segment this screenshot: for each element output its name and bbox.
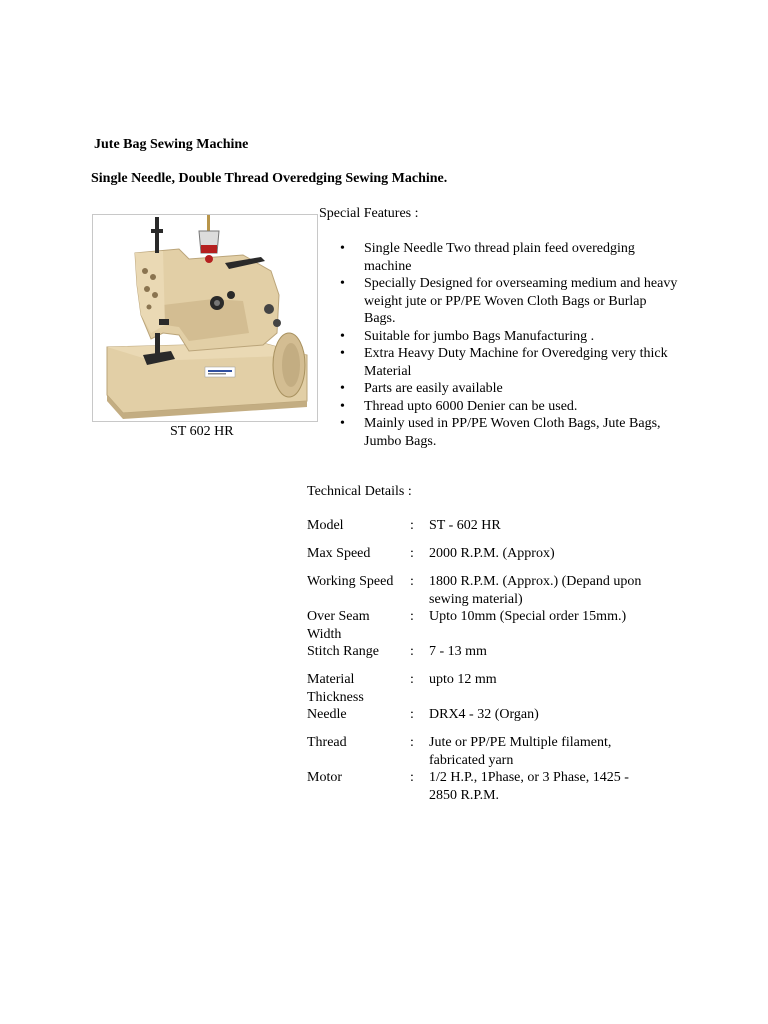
spec-colon: : xyxy=(410,546,414,561)
technical-heading: Technical Details : xyxy=(307,484,412,499)
spec-label: Thread xyxy=(307,735,347,750)
spec-label: Needle xyxy=(307,707,347,722)
spec-label: Material Thickness xyxy=(307,672,364,705)
document-title: Jute Bag Sewing Machine xyxy=(94,137,249,152)
feature-item: • Single Needle Two thread plain feed overedging machine xyxy=(340,240,680,275)
features-list xyxy=(340,240,680,450)
features-heading: Special Features : xyxy=(319,206,419,221)
spec-value: upto 12 mm xyxy=(429,672,497,687)
sewing-machine-illustration xyxy=(93,215,318,422)
feature-item: • Parts are easily available xyxy=(340,380,680,398)
feature-item: • Thread upto 6000 Denier can be used. xyxy=(340,398,680,416)
spec-colon: : xyxy=(410,644,414,659)
spec-value: 1/2 H.P., 1Phase, or 3 Phase, 1425 - 2850 R.P.M. xyxy=(429,770,629,803)
spec-colon: : xyxy=(410,672,414,687)
feature-item: • Suitable for jumbo Bags Manufacturing . xyxy=(340,328,680,346)
spec-label: Stitch Range xyxy=(307,644,379,659)
product-photo xyxy=(92,214,318,422)
feature-item: • Extra Heavy Duty Machine for Overedging very thick Material xyxy=(340,345,680,380)
product-caption: ST 602 HR xyxy=(170,424,234,439)
spec-value: 2000 R.P.M. (Approx) xyxy=(429,546,555,561)
spec-colon: : xyxy=(410,609,414,624)
spec-value: 7 - 13 mm xyxy=(429,644,487,659)
spec-label: Model xyxy=(307,518,344,533)
document-subtitle: Single Needle, Double Thread Overedging Sewing Machine. xyxy=(91,171,448,186)
spec-value: 1800 R.P.M. (Approx.) (Depand upon sewing material) xyxy=(429,574,642,607)
spec-label: Motor xyxy=(307,770,342,785)
spec-colon: : xyxy=(410,518,414,533)
spec-value: DRX4 - 32 (Organ) xyxy=(429,707,539,722)
spec-colon: : xyxy=(410,707,414,722)
spec-label: Working Speed xyxy=(307,574,394,589)
feature-item: • Specially Designed for overseaming medium and heavy weight jute or PP/PE Woven Cloth Bags or Burlap Bags. xyxy=(340,275,680,328)
spec-colon: : xyxy=(410,770,414,785)
spec-label: Max Speed xyxy=(307,546,371,561)
spec-label: Over Seam Width xyxy=(307,609,370,642)
spec-value: Upto 10mm (Special order 15mm.) xyxy=(429,609,627,624)
spec-value: Jute or PP/PE Multiple filament, fabricated yarn xyxy=(429,735,612,768)
spec-value: ST - 602 HR xyxy=(429,518,501,533)
feature-item: • Mainly used in PP/PE Woven Cloth Bags, Jute Bags, Jumbo Bags. xyxy=(340,415,680,450)
spec-colon: : xyxy=(410,735,414,750)
spec-colon: : xyxy=(410,574,414,589)
